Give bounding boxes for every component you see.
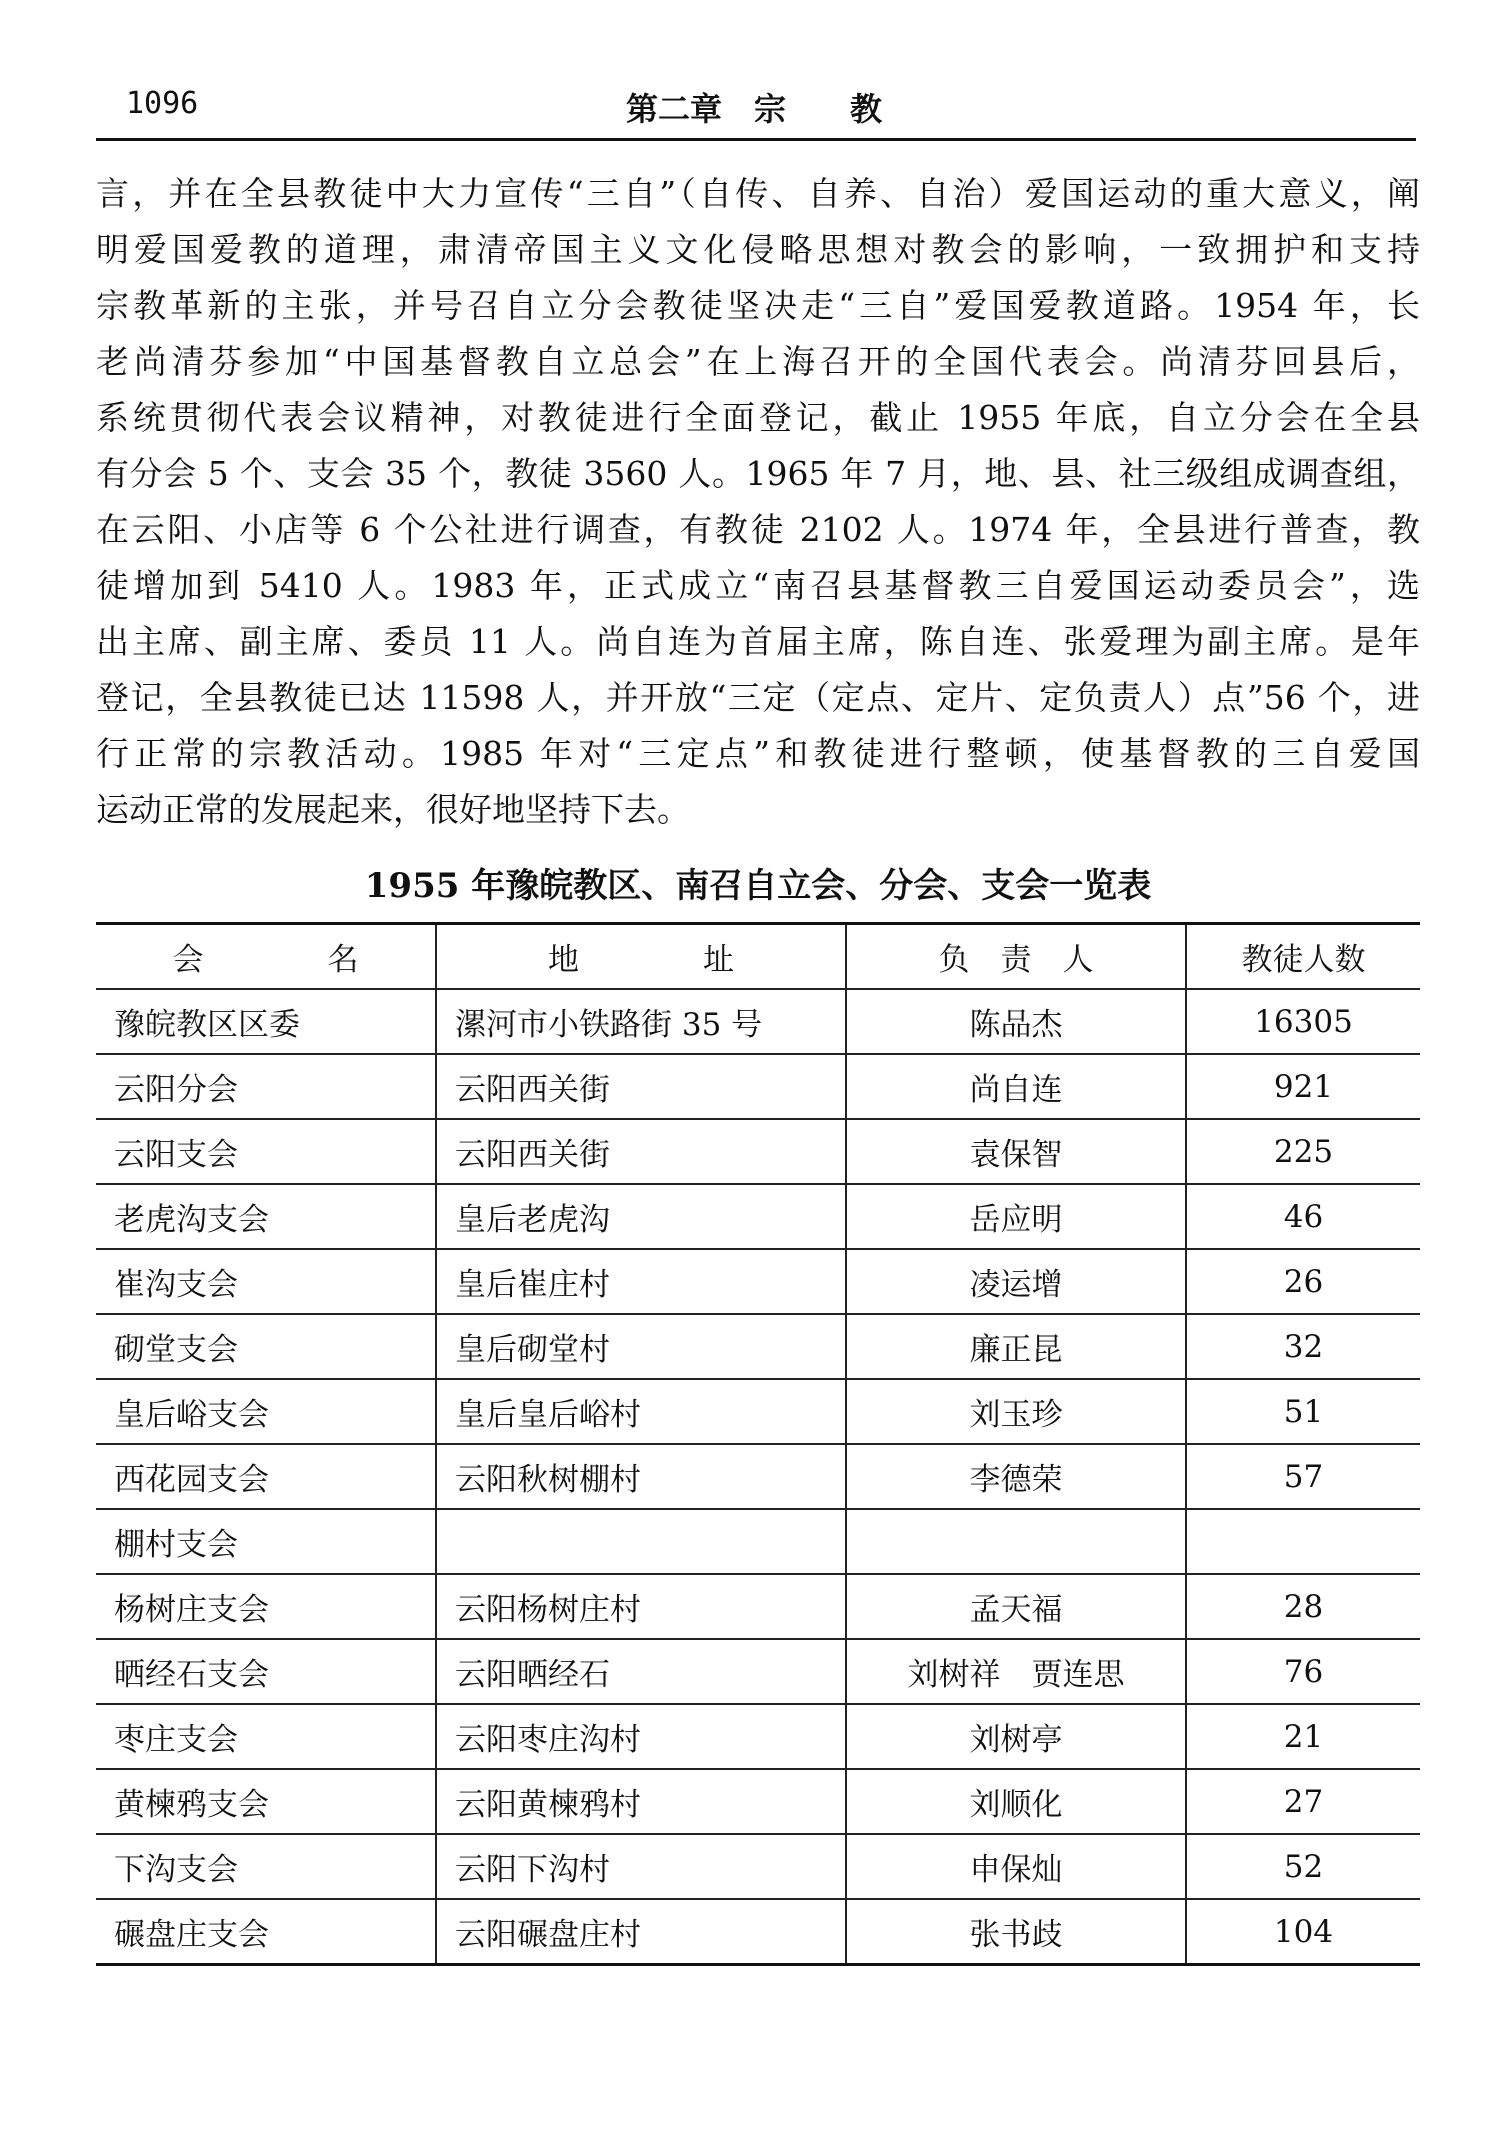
cell-address: 云阳枣庄沟村 [436,1704,846,1769]
cell-leader: 刘树祥 贾连思 [846,1639,1186,1704]
cell-address [436,1509,846,1574]
cell-name: 晒经石支会 [96,1639,436,1704]
cell-leader: 廉正昆 [846,1314,1186,1379]
cell-count: 104 [1186,1899,1420,1965]
cell-address: 云阳碾盘庄村 [436,1899,846,1965]
cell-count: 21 [1186,1704,1420,1769]
chapter-title: 第二章 宗 教 [626,90,883,128]
cell-address: 皇后老虎沟 [436,1184,846,1249]
table-title: 1955 年豫皖教区、南召自立会、分会、支会一览表 [364,866,1152,906]
table-row [96,1379,1420,1444]
cell-leader: 陈品杰 [846,989,1186,1054]
column-header-leader: 负 责 人 [846,924,1186,990]
cell-leader: 袁保智 [846,1119,1186,1184]
cell-count: 28 [1186,1574,1420,1639]
cell-name: 下沟支会 [96,1834,436,1899]
table-row [96,989,1420,1054]
cell-count: 16305 [1186,989,1420,1054]
table-row [96,1834,1420,1899]
cell-name: 皇后峪支会 [96,1379,436,1444]
cell-address: 漯河市小铁路街 35 号 [436,989,846,1054]
cell-leader: 刘树亭 [846,1704,1186,1769]
cell-name: 云阳支会 [96,1119,436,1184]
cell-address: 云阳西关街 [436,1119,846,1184]
body-line: 在云阳、小店等 6 个公社进行调查，有教徒 2102 人。1974 年，全县进行普查，教 [96,510,1420,549]
cell-leader: 刘顺化 [846,1769,1186,1834]
table-row [96,1769,1420,1834]
cell-address: 云阳黄楝鸦村 [436,1769,846,1834]
cell-count: 32 [1186,1314,1420,1379]
body-paragraph [96,166,1420,838]
cell-name: 豫皖教区区委 [96,989,436,1054]
cell-name: 杨树庄支会 [96,1574,436,1639]
cell-leader: 岳应明 [846,1184,1186,1249]
body-line: 行正常的宗教活动。1985 年对“三定点”和教徒进行整顿，使基督教的三自爱国 [96,734,1420,773]
page-header [96,78,1416,141]
church-table [96,922,1420,1966]
column-header-address: 地 址 [436,924,846,990]
cell-address: 云阳下沟村 [436,1834,846,1899]
cell-leader: 张书歧 [846,1899,1186,1965]
cell-name: 棚村支会 [96,1509,436,1574]
body-line: 宗教革新的主张，并号召自立分会教徒坚决走“三自”爱国爱教道路。1954 年，长 [96,286,1420,325]
cell-address: 云阳晒经石 [436,1639,846,1704]
cell-name: 崔沟支会 [96,1249,436,1314]
body-line: 出主席、副主席、委员 11 人。尚自连为首届主席，陈自连、张爱理为副主席。是年 [96,622,1420,661]
table-header-row [96,924,1420,990]
cell-count: 46 [1186,1184,1420,1249]
cell-leader: 凌运增 [846,1249,1186,1314]
table-row [96,1639,1420,1704]
cell-address: 云阳杨树庄村 [436,1574,846,1639]
cell-name: 砌堂支会 [96,1314,436,1379]
body-line: 运动正常的发展起来，很好地坚持下去。 [96,790,690,829]
cell-name: 黄楝鸦支会 [96,1769,436,1834]
table-row [96,1054,1420,1119]
cell-count: 225 [1186,1119,1420,1184]
table-row [96,1899,1420,1965]
table-row [96,1249,1420,1314]
body-line: 老尚清芬参加“中国基督教自立总会”在上海召开的全国代表会。尚清芬回县后， [96,342,1420,381]
cell-address: 皇后崔庄村 [436,1249,846,1314]
cell-count: 27 [1186,1769,1420,1834]
cell-name: 碾盘庄支会 [96,1899,436,1965]
cell-count: 51 [1186,1379,1420,1444]
cell-leader: 尚自连 [846,1054,1186,1119]
cell-name: 云阳分会 [96,1054,436,1119]
cell-name: 西花园支会 [96,1444,436,1509]
cell-address: 云阳西关街 [436,1054,846,1119]
cell-address: 皇后皇后峪村 [436,1379,846,1444]
cell-leader [846,1509,1186,1574]
cell-leader: 孟天福 [846,1574,1186,1639]
body-line: 明爱国爱教的道理，肃清帝国主义文化侵略思想对教会的影响，一致拥护和支持 [96,230,1420,269]
cell-leader: 申保灿 [846,1834,1186,1899]
cell-count: 76 [1186,1639,1420,1704]
table-row [96,1444,1420,1509]
cell-count: 57 [1186,1444,1420,1509]
cell-leader: 刘玉珍 [846,1379,1186,1444]
table-row [96,1314,1420,1379]
cell-name: 枣庄支会 [96,1704,436,1769]
cell-count: 52 [1186,1834,1420,1899]
body-line: 言，并在全县教徒中大力宣传“三自”（自传、自养、自治）爱国运动的重大意义，阐 [96,174,1420,213]
column-header-name: 会 名 [96,924,436,990]
table-row [96,1704,1420,1769]
body-line: 系统贯彻代表会议精神，对教徒进行全面登记，截止 1955 年底，自立分会在全县 [96,398,1420,437]
table-row [96,1574,1420,1639]
body-line: 有分会 5 个、支会 35 个，教徒 3560 人。1965 年 7 月，地、县、社三级组成调查组， [96,454,1420,493]
cell-name: 老虎沟支会 [96,1184,436,1249]
column-header-count: 教徒人数 [1186,924,1420,990]
body-line: 登记，全县教徒已达 11598 人，并开放“三定（定点、定片、定负责人）点”56 个，进 [96,678,1420,717]
cell-count: 26 [1186,1249,1420,1314]
cell-address: 皇后砌堂村 [436,1314,846,1379]
cell-count [1186,1509,1420,1574]
table-body [96,989,1420,1965]
cell-count: 921 [1186,1054,1420,1119]
table-row [96,1509,1420,1574]
cell-leader: 李德荣 [846,1444,1186,1509]
table-row [96,1119,1420,1184]
page-number: 1096 [126,86,199,121]
cell-address: 云阳秋树棚村 [436,1444,846,1509]
body-line: 徒增加到 5410 人。1983 年，正式成立“南召县基督教三自爱国运动委员会”，选 [96,566,1420,605]
table-row [96,1184,1420,1249]
